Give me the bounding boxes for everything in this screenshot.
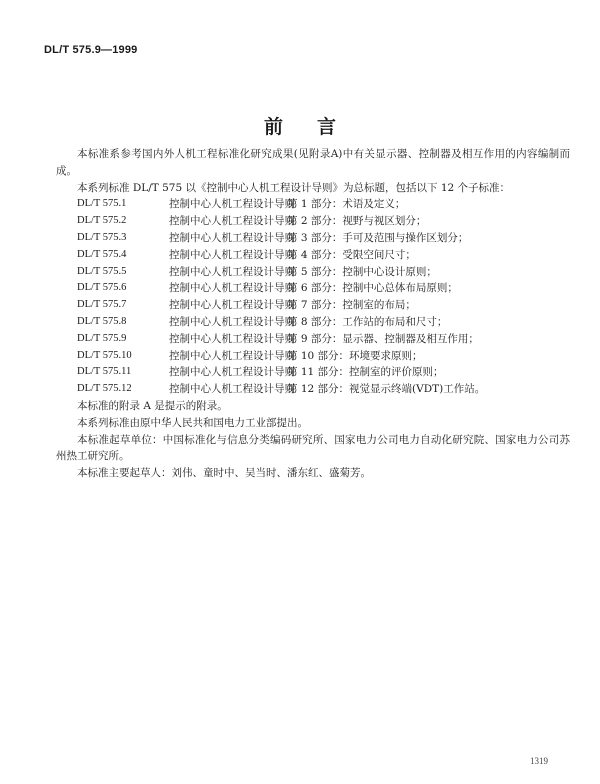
standard-name: 控制中心人机工程设计导则	[169, 299, 295, 312]
standard-part: 第 8 部分：工作站的布局和尺寸；	[287, 315, 448, 328]
standard-code: DL/T 575.6	[77, 282, 127, 294]
standard-part: 第 6 部分：控制中心总体布局原则；	[287, 282, 458, 295]
list-item	[56, 264, 570, 281]
standard-part: 第 1 部分：术语及定义；	[287, 198, 406, 211]
list-item	[56, 213, 570, 230]
standard-code: DL/T 575.1	[77, 198, 127, 210]
standard-code: DL/T 575.2	[77, 215, 127, 227]
standard-code: DL/T 575.12	[77, 383, 132, 395]
list-item	[56, 196, 570, 213]
list-item	[56, 348, 570, 365]
closing-paragraph: 本标准主要起草人：刘伟、童时中、吴当时、潘东红、盛菊芳。	[77, 467, 371, 480]
standard-name: 控制中心人机工程设计导则	[169, 265, 295, 278]
document-body	[56, 146, 570, 482]
standard-name: 控制中心人机工程设计导则	[169, 248, 295, 261]
standard-code: DL/T 575.10	[77, 349, 132, 361]
standard-code-header: DL/T 575.9—1999	[44, 44, 138, 56]
standard-part: 第 2 部分：视野与视区划分；	[287, 215, 427, 228]
list-item	[56, 364, 570, 381]
standard-code: DL/T 575.8	[77, 315, 127, 327]
standard-part: 第 11 部分：控制室的评价原则；	[287, 366, 444, 379]
standard-code: DL/T 575.3	[77, 231, 127, 243]
list-item	[56, 247, 570, 264]
sub-standard-list	[56, 196, 570, 398]
standard-name: 控制中心人机工程设计导则	[169, 198, 295, 211]
standard-part: 第 3 部分：手可及范围与操作区划分；	[287, 231, 469, 244]
intro-paragraph: 本系列标准 DL/T 575 以《控制中心人机工程设计导则》为总标题，包括以下 12 个子标准：	[77, 181, 511, 194]
standard-name: 控制中心人机工程设计导则	[169, 366, 295, 379]
standard-part: 第 12 部分：视觉显示终端(VDT)工作站。	[287, 383, 486, 396]
standard-code: DL/T 575.7	[77, 299, 127, 311]
list-item	[56, 280, 570, 297]
standard-part: 第 9 部分：显示器、控制器及相互作用；	[287, 332, 479, 345]
standard-part: 第 7 部分：控制室的布局；	[287, 299, 416, 312]
standard-part: 第 5 部分：控制中心设计原则；	[287, 265, 437, 278]
standard-name: 控制中心人机工程设计导则	[169, 383, 295, 396]
standard-code: DL/T 575.9	[77, 332, 127, 344]
list-item	[56, 230, 570, 247]
standard-part: 第 4 部分：受限空间尺寸；	[287, 248, 416, 261]
page-title: 前言	[263, 116, 370, 138]
closing-paragraph: 本标准起草单位：中国标准化与信息分类编码研究所、国家电力公司电力自动化研究院、国家电力公司苏州热工研究所。	[56, 433, 570, 463]
standard-name: 控制中心人机工程设计导则	[169, 332, 295, 345]
standard-name: 控制中心人机工程设计导则	[169, 231, 295, 244]
standard-name: 控制中心人机工程设计导则	[169, 315, 295, 328]
standard-code: DL/T 575.4	[77, 248, 127, 260]
standard-part: 第 10 部分：环境要求原则；	[287, 349, 423, 362]
closing-paragraph: 本系列标准由原中华人民共和国电力工业部提出。	[77, 416, 308, 429]
standard-name: 控制中心人机工程设计导则	[169, 215, 295, 228]
standard-name: 控制中心人机工程设计导则	[169, 282, 295, 295]
standard-name: 控制中心人机工程设计导则	[169, 349, 295, 362]
intro-paragraph: 本标准系参考国内外人机工程标准化研究成果(见附录A)中有关显示器、控制器及相互作用的内容编制而成。	[56, 148, 570, 177]
list-item	[56, 314, 570, 331]
list-item	[56, 381, 570, 398]
closing-paragraph: 本标准的附录 A 是提示的附录。	[77, 399, 228, 412]
standard-code: DL/T 575.5	[77, 265, 127, 277]
list-item	[56, 331, 570, 348]
page-number: 1319	[530, 756, 548, 766]
list-item	[56, 297, 570, 314]
standard-code: DL/T 575.11	[77, 366, 132, 378]
